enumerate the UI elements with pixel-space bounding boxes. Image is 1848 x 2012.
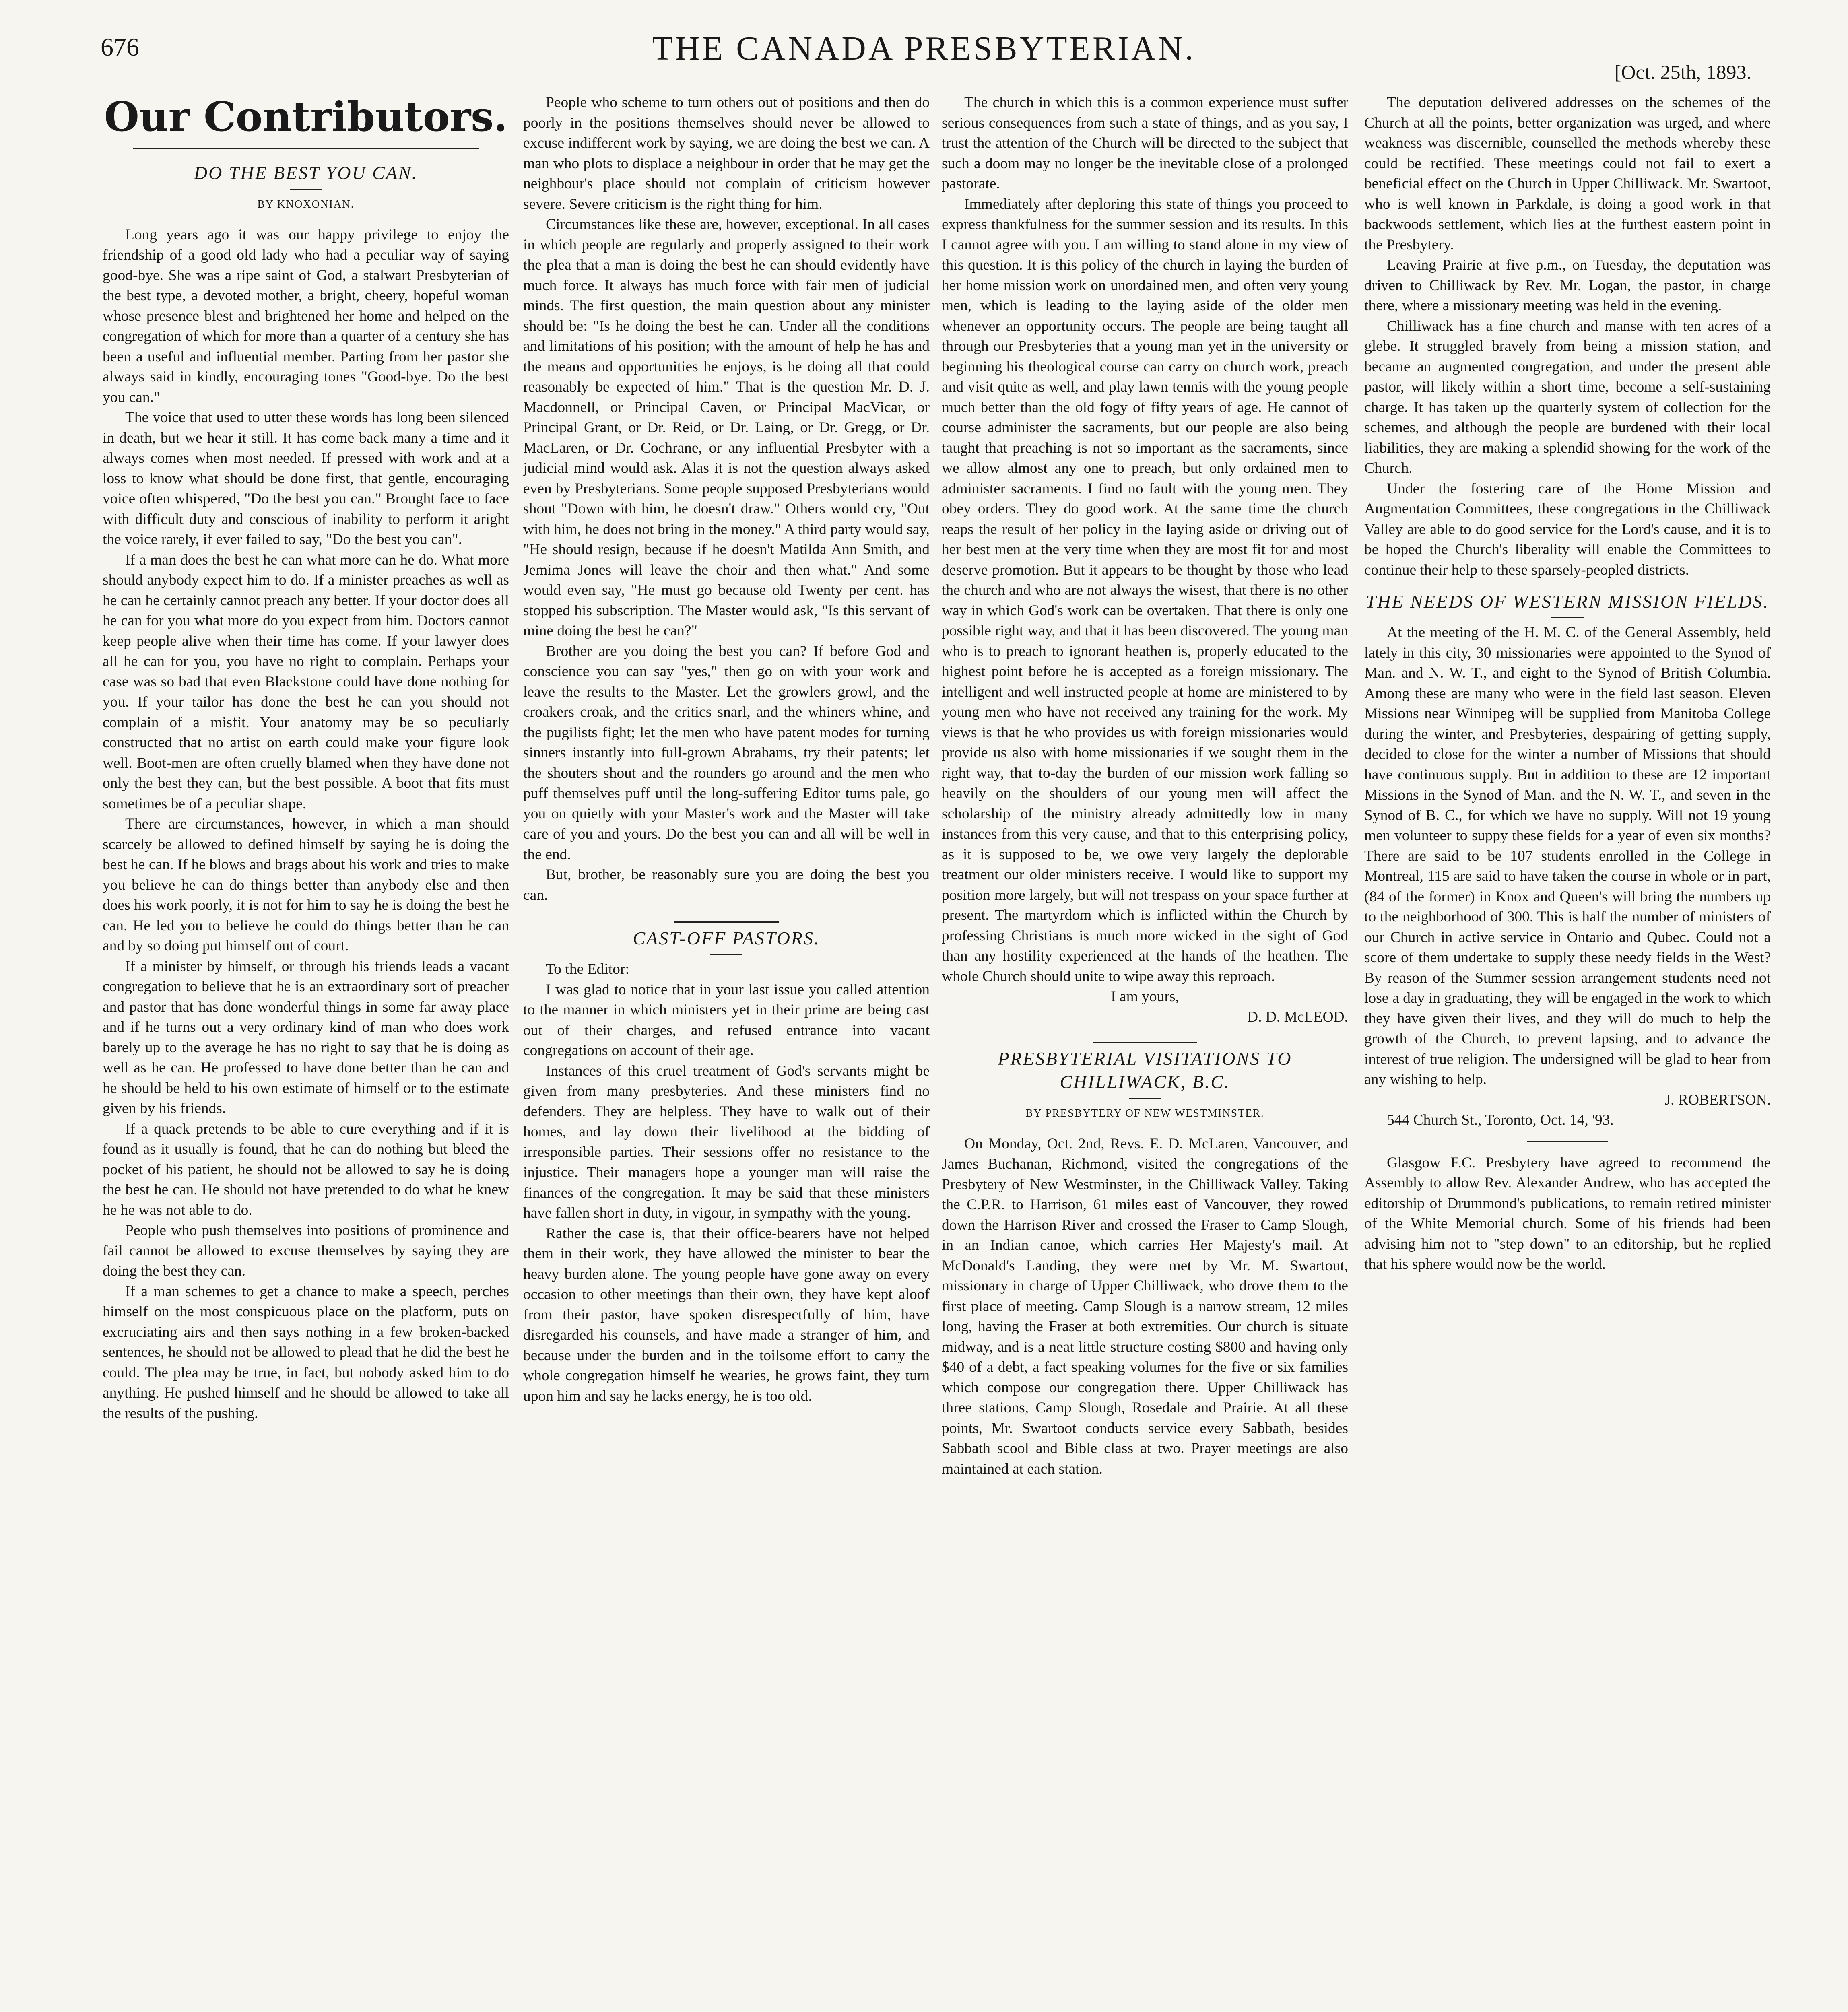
address: 544 Church St., Toronto, Oct. 14, '93. [1387,1112,1614,1128]
divider [1093,1042,1197,1043]
paragraph: The church in which this is a common experience must suffer serious consequences from such a state of things, and as you say, I trust the attention of the Church will be directed to the subject that such a doom may no longer be the inevitable close of a prolonged pastorate. [942,94,1348,192]
divider [1527,1141,1608,1142]
page-number: 676 [101,33,139,61]
byline: BY KNOXONIAN. [257,198,355,210]
paragraph: But, brother, be reasonably sure you are doing the best you can. [523,866,930,903]
divider [674,921,779,923]
paragraph: On Monday, Oct. 2nd, Revs. E. D. McLaren, Vancouver, and James Buchanan, Richmond, visited the congregations of the Presbytery of New Westminster, in the Chilliwack Valley. Taking the C.P.R. to Harrison, 61 miles east of Vancouver, they rowed down the Harrison River and crossed the Fraser to Camp Slough, in an Indian canoe, which carries Her Majesty's mail. At McDonald's Landing, they were met by Mr. M. Swartout, missionary in charge of Upper Chilliwack, who drove them to the first place of meeting. Camp Slough is a narrow stream, 12 miles long, having the Fraser at both extremities. Our church is situate midway, and is a neat little structure costing $800 and having only $40 of a debt, a fact speaking volumes for the five or six families which compose our congregation there. Upper Chilliwack has three stations, Camp Slough, Rosedale and Prairie. At all these points, Mr. Swartoot conducts service every Sabbath, besides Sabbath scool and Bible class at two. Prayer meetings are also maintained at each station. [942,1135,1348,1477]
signature: D. D. McLEOD. [1247,1008,1348,1025]
paragraph: People who scheme to turn others out of positions and then do poorly in the positions themselves should never be allowed to excuse indifferent work by saying, we are doing the best we can. A man who plots to displace a neighbour in order that he may get the neighbour's place should not complain of criticism however severe. Severe criticism is the right thing for him. [523,94,930,212]
paragraph: Circumstances like these are, however, exceptional. In all cases in which people are regularly and properly assigned to their work the plea that a man is doing the best he can should evidently have much force. It always has much force with fair men of judicial minds. The first question, the main question about any minister should be: "Is he doing the best he can. Under all the conditions and limitations of his position; with the amount of help he has and the means and opportunities he enjoys, is he doing all that could reasonably be expected of him." That is the question Mr. D. J. Macdonnell, or Principal Caven, or Principal MacVicar, or Principal Grant, or Dr. Reid, or Dr. Laing, or Dr. Gregg, or Dr. MacLaren, or Dr. Cochrane, or any influential Presbyter with a judicial mind would ask. Alas it is not the question always asked even by Presbyterians. Some people supposed Presbyterians would shout "Down with him, he doesn't draw." Others would cry, "Out with him, he does not bring in the money." A third party would say, "He should resign, because if he doesn't Matilda Ann Smith, and Jemima Jones will leave the choir and then what." And some would even say, "He must go because old Twenty per cent. has stopped his subscription. The Master would ask, "Is this servant of mine doing the best he can?" [523,216,930,639]
closing: I am yours, [1111,988,1179,1005]
paragraph: There are circumstances, however, in which a man should scarcely be allowed to defined himself by saying he is doing the best he can. If he blows and brags about his work and tries to make you believe he can do things better than anybody else and then does his work poorly, it is not for him to say he is doing the best he can. He led you to believe he could do things better than he can and by so doing put himself out of court. [103,816,509,954]
masthead-title: THE CANADA PRESBYTERIAN. [652,30,1196,67]
article-title: THE NEEDS OF WESTERN MISSION FIELDS. [1365,591,1770,612]
paragraph: The deputation delivered addresses on the schemes of the Church at all the points, better organization was urged, and where weakness was discernible, counselled the methods whereby these could be rectified. These meetings could not fail to exert a beneficial effect on the Church in Upper Chilliwack. Mr. Swartoot, who is well known in Parkdale, is doing a good work in that backwoods settlement, which lies at the furthest eastern point in the Presbytery. [1364,94,1771,253]
paragraph: Chilliwack has a fine church and manse with ten acres of a glebe. It struggled bravely from being a mission station, and became an augmented congregation, and under the present able pastor, will likely within a short time, become a self-sustaining charge. It has taken up the quarterly system of collection for the schemes, and although the people are burdened with their local liabilities, they are making a splendid showing for the work of the Church. [1364,317,1771,476]
paragraph: The voice that used to utter these words has long been silenced in death, but we hear it still. It has come back many a time and it always comes when most needed. If pressed with work and at a loss to know what should be done first, that gentle, encouraging voice often whispered, "Do the best you can." Brought face to face with difficult duty and conscious of inability to perform it aright the voice rarely, if ever failed to say, "Do the best you can". [103,409,509,548]
paragraph: Under the fostering care of the Home Mission and Augmentation Committees, these congregations in the Chilliwack Valley are able to do good service for the Lord's cause, and it is to be hoped the Church's liberality will enable the Committees to continue their help to these sparsely-peopled districts. [1364,480,1771,578]
column-1 [103,93,509,2012]
article-title: DO THE BEST YOU CAN. [194,163,418,183]
section-heading: Our Contributors. [104,93,508,140]
paragraph: At the meeting of the H. M. C. of the General Assembly, held lately in this city, 30 missionaries were appointed to the Synod of Man. and N. W. T., and eight to the Synod of British Columbia. Among these are many who were in the field last season. Eleven Missions near Winnipeg will be supplied from Manitoba College during the winter, and Presbyteries, despairing of getting supply, decided to close for the winter a number of Missions that should have continuous supply. But in addition to these are 12 important Missions in the Synod of Man. and the N. W. T., and seven in the Synod of B. C., for which we have no supply. Will not 19 young men volunteer to suppy these fields for a year of even six months? There are said to be 107 students enrolled in the College in Montreal, 115 are said to have taken the course in whole or in part, (84 of the former) in Knox and Queen's will bring the numbers up to the neighborhood of 300. This is half the number of ministers of our Church in active service in Ontario and Qubec. Could not a score of them undertake to supply these needy fields in the West? By reason of the Summer session arrangement students need not lose a day in graduating, they will be engaged in the work to which they have given their lives, and they will do much to help the growth of the Church, to prevent lapsing, and to advance the interest of true religion. The undersigned will be glad to hear from any wishing to help. [1364,624,1771,1088]
column-4 [1364,93,1771,2012]
paragraph: Rather the case is, that their office-bearers have not helped them in their work, they have allowed the minister to bear the heavy burden alone. The young people have gone away on every occasion to other meetings than their own, they have kept aloof from their pastor, have spoken disrespectfully of him, have disregarded his counsels, and have made a stranger of him, and because under the burden and in the toilsome effort to carry the whole congregation himself he wearies, he grows faint, they turn upon him and say he lacks energy, he is too old. [523,1225,930,1404]
column-2 [523,93,930,2012]
paragraph: I was glad to notice that in your last issue you called attention to the manner in which ministers yet in their prime are being cast out of their charges, and refused entrance into vacant congregations on account of their age. [523,981,930,1059]
paragraph: If a man does the best he can what more can he do. What more should anybody expect him to do. If a minister preaches as well as he can he certainly cannot preach any better. If your doctor does all he can for you what more do you expect from him. Doctors cannot keep people alive when their time has come. If your lawyer does all he can for you, you have no right to complain. Perhaps your case was so bad that even Blackstone could have done nothing for you. If your tailor has done the best he can you should not complain of a misfit. Your anatomy may be so peculiarly constructed that no artist on earth could make your figure look well. Boot-men are often cruelly blamed when they have done not only the best they can, but the best possible. A boot that fits must sometimes be of a peculiar shape. [103,551,509,812]
paragraph: If a man schemes to get a chance to make a speech, perches himself on the most conspicuous place on the platform, puts on excruciating airs and then says nothing in a few broken-backed sentences, he should not be allowed to plead that he did the best he could. The plea may be true, in fact, but nobody asked him to do anything. He pushed himself and he should be allowed to take all the results of the pushing. [103,1283,509,1422]
paragraph: Brother are you doing the best you can? If before God and conscience you can say "yes," then go on with your work and leave the results to the Master. Let the growlers growl, and the croakers croak, and the critics snarl, and the whiners whine, and the pugilists fight; let the men who have patent modes for turning sinners instantly into full-grown Abrahams, try their patents; let the shouters shout and the rounders go around and the men who puff themselves puff until the long-suffering Editor turns pale, go you on quietly with your Master's work and the Master will take care of you and yours. Do the best you can and all will be well in the end. [523,643,930,863]
paragraph: Immediately after deploring this state of things you proceed to express thankfulness for the summer session and its results. In this I cannot agree with you. I am willing to stand alone in my view of this question. It is this policy of the church in laying the burden of her home mission work on unordained men, and often very young men, which is leading to the laying aside of the older men whenever an opportunity occurs. The people are being taught all through our Presbyteries that a young man yet in the university or beginning his theological course can carry on church work, preach and visit quite as well, and play lawn tennis with the young people much better than the old fogy of fifty years of age. He cannot of course administer the sacraments, but our people are also being taught that preaching is not so important as the sacraments, since we allow almost any one to preach, but only ordained men to administer sacraments. I find no fault with the young men. They obey orders. They do good work. At the same time the church reaps the result of her policy in the laying aside or driving out of her best men at the very time when they are most fit for and most deserve promotion. But it appears to be thought by those who lead the church and who are not always the wisest, that there is no other way in which God's work can be overtaken. That there is only one possible right way, and that it has been discovered. The young man who is to preach to ignorant heathen is, properly educated to the highest point before he is accepted as a foreign missionary. The intelligent and well instructed people at home are ministered to by young men who have not received any training for the work. My views is that he who provides us with foreign missionaries would provide us also with home missionaries if we sought them in the right way, that to-day the burden of our mission work falling so heavily on the shoulders of our young men will affect the scholarship of the ministry already admittedly low in many instances from this very cause, and that to this enterprising policy, as it is supposed to be, we owe very largely the deplorable treatment our older ministers receive. I would like to support my position more largely, but will not trespass on your space further at present. The martyrdom which is inflicted within the Church by professing Christians is much more wicked in the sight of God than any hostility experienced at the hands of the heathen. The whole Church should unite to wipe away this reproach. [942,196,1348,985]
paragraph: If a minister by himself, or through his friends leads a vacant congregation to believe that he is an extraordinary sort of preacher and pastor that has done wonderful things in some far away place and if he turns out a very ordinary kind of man who does work barely up to the average he has no right to say that he is doing as well as he can. He professed to have done better than he can and he should be held to his own estimate of himself or to the estimate given by his friends. [103,958,509,1117]
article-title: PRESBYTERIAL VISITATIONS TO CHILLIWACK, B.C. [998,1048,1292,1092]
paragraph: Long years ago it was our happy privilege to enjoy the friendship of a good old lady who had a peculiar way of saying good-bye. She was a ripe saint of God, a stalwart Presbyterian of the best type, a devoted mother, a bright, cheery, hopeful woman whose presence blest and brightened her home and helped on the congregation of which for more than a quarter of a century she has been a useful and influential member. Parting from her pastor she always said in kindly, encouraging tones "Good-bye. Do the best you can." [103,226,509,406]
issue-date: [Oct. 25th, 1893. [1614,61,1751,83]
paragraph: Glasgow F.C. Presbytery have agreed to recommend the Assembly to allow Rev. Alexander Andrew, who has accepted the editorship of Drummond's publications, to remain retired minister of the White Memorial church. Some of his friends had been advising him not to "step down" to an editorship, but he replied that his sphere would now be the world. [1364,1154,1771,1272]
signature: J. ROBERTSON. [1664,1091,1771,1108]
paragraph: People who push themselves into positions of prominence and fail cannot be allowed to excuse themselves by saying they are doing the best they can. [103,1222,509,1279]
divider [290,189,322,190]
column-3 [942,93,1348,2012]
divider [1551,617,1584,618]
divider [133,148,479,149]
article-title: CAST-OFF PASTORS. [633,928,820,948]
paragraph: Instances of this cruel treatment of God's servants might be given from many presbyteries. And these ministers find no defenders. They are helpless. They have to walk out of their homes, and lay down their livelihood at the bidding of irresponsible parties. Their sessions offer no resistance to the injustice. Their managers hope a younger man will raise the finances of the congregation. It may be said that these ministers have fallen short in duty, in vigour, in sympathy with the young. [523,1062,930,1221]
byline: BY PRESBYTERY OF NEW WESTMINSTER. [1025,1107,1264,1119]
salutation: To the Editor: [546,961,629,977]
paragraph: Leaving Prairie at five p.m., on Tuesday, the deputation was driven to Chilliwack by Rev. Mr. Logan, the pastor, in charge there, where a missionary meeting was held in the evening. [1364,257,1771,314]
paragraph: If a quack pretends to be able to cure everything and if it is found as it usually is found, that he can do nothing but bleed the pocket of his patient, he should not be allowed to say he is doing the best he can. He should not have pretended to do what he knew he he was not able to do. [103,1120,509,1218]
divider [710,954,742,955]
divider [1129,1098,1161,1099]
